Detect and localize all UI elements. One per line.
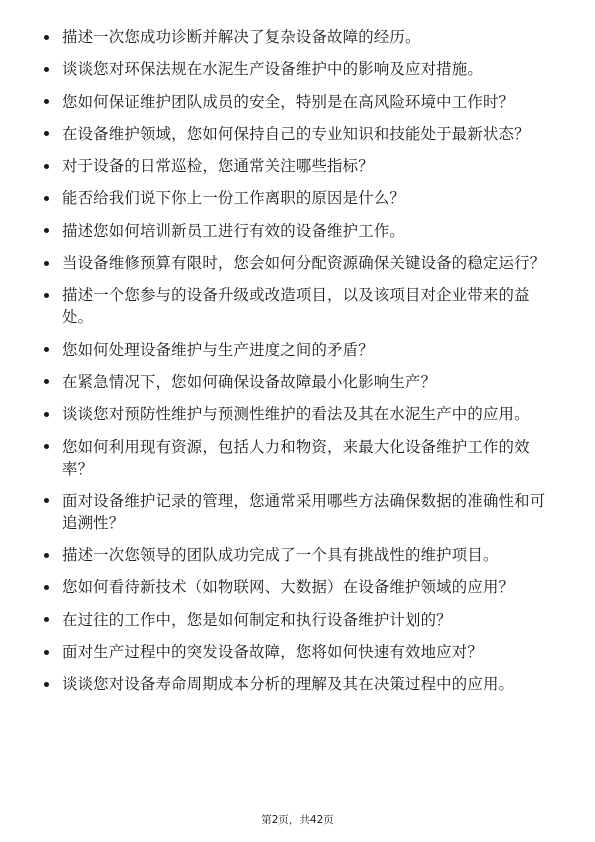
- question-text: 谈谈您对设备寿命周期成本分析的理解及其在决策过程中的应用。: [62, 675, 515, 694]
- bullet-icon: [44, 35, 49, 40]
- list-item: [44, 576, 556, 598]
- question-text: 描述一次您成功诊断并解决了复杂设备故障的经历。: [62, 28, 421, 46]
- question-text: 谈谈您对预防性维护与预测性维护的看法及其在水泥生产中的应用。: [62, 405, 530, 424]
- question-text: 在设备维护领域，您如何保持自己的专业知识和技能处于最新状态？: [62, 124, 530, 143]
- question-list: [44, 26, 556, 706]
- bullet-icon: [44, 553, 49, 558]
- question-text: 在过往的工作中，您是如何制定和执行设备维护计划的？: [62, 610, 452, 629]
- list-item: [44, 641, 556, 663]
- question-text: 您如何保证维护团队成员的安全，特别是在高风险环境中工作时？: [62, 92, 515, 111]
- list-item: [44, 123, 556, 145]
- bullet-icon: [44, 585, 49, 590]
- bullet-icon: [44, 261, 49, 266]
- question-text: 谈谈您对环保法规在水泥生产设备维护中的影响及应对措施。: [62, 60, 483, 79]
- question-text: 描述您如何培训新员工进行有效的设备维护工作。: [62, 221, 405, 240]
- list-item: [44, 490, 556, 534]
- bullet-icon: [44, 412, 49, 417]
- bullet-icon: [44, 682, 49, 687]
- bullet-icon: [44, 444, 49, 449]
- bullet-icon: [44, 67, 49, 72]
- bullet-icon: [44, 617, 49, 622]
- bullet-icon: [44, 379, 49, 384]
- question-text: 您如何看待新技术（如物联网、大数据）在设备维护领域的应用？: [62, 578, 515, 597]
- question-text: 能否给我们说下你上一份工作离职的原因是什么？: [62, 189, 405, 208]
- question-text: 描述一次您领导的团队成功完成了一个具有挑战性的维护项目。: [62, 546, 499, 565]
- question-text: 您如何利用现有资源，包括人力和物资，来最大化设备维护工作的效率？: [62, 437, 530, 478]
- list-item: [44, 339, 556, 361]
- list-item: [44, 58, 556, 80]
- list-item: [44, 284, 556, 328]
- list-item: [44, 220, 556, 242]
- bullet-icon: [44, 228, 49, 233]
- bullet-icon: [44, 650, 49, 655]
- list-item: [44, 403, 556, 425]
- bullet-icon: [44, 347, 49, 352]
- question-text: 当设备维修预算有限时，您会如何分配资源确保关键设备的稳定运行？: [62, 254, 546, 273]
- bullet-icon: [44, 196, 49, 201]
- list-item: [44, 609, 556, 631]
- bullet-icon: [44, 293, 49, 298]
- question-text: 面对设备维护记录的管理，您通常采用哪些方法确保数据的准确性和可追溯性？: [62, 491, 546, 532]
- list-item: [44, 252, 556, 274]
- list-item: [44, 436, 556, 480]
- list-item: [44, 673, 556, 695]
- question-text: 描述一个您参与的设备升级或改造项目，以及该项目对企业带来的益处。: [62, 286, 530, 327]
- question-text: 面对生产过程中的突发设备故障，您将如何快速有效地应对？: [62, 643, 483, 662]
- list-item: [44, 187, 556, 209]
- bullet-icon: [44, 99, 49, 104]
- question-text: 您如何处理设备维护与生产进度之间的矛盾？: [62, 340, 374, 359]
- list-item: [44, 371, 556, 393]
- list-item: [44, 91, 556, 113]
- list-item: [44, 544, 556, 566]
- question-text: 在紧急情况下，您如何确保设备故障最小化影响生产？: [62, 372, 437, 391]
- list-item: [44, 155, 556, 177]
- page-number: 第2页，共42页: [261, 814, 334, 826]
- bullet-icon: [44, 164, 49, 169]
- question-text: 对于设备的日常巡检，您通常关注哪些指标？: [62, 157, 374, 176]
- list-item: [44, 26, 556, 48]
- bullet-icon: [44, 498, 49, 503]
- page-footer: [0, 813, 595, 827]
- bullet-icon: [44, 131, 49, 136]
